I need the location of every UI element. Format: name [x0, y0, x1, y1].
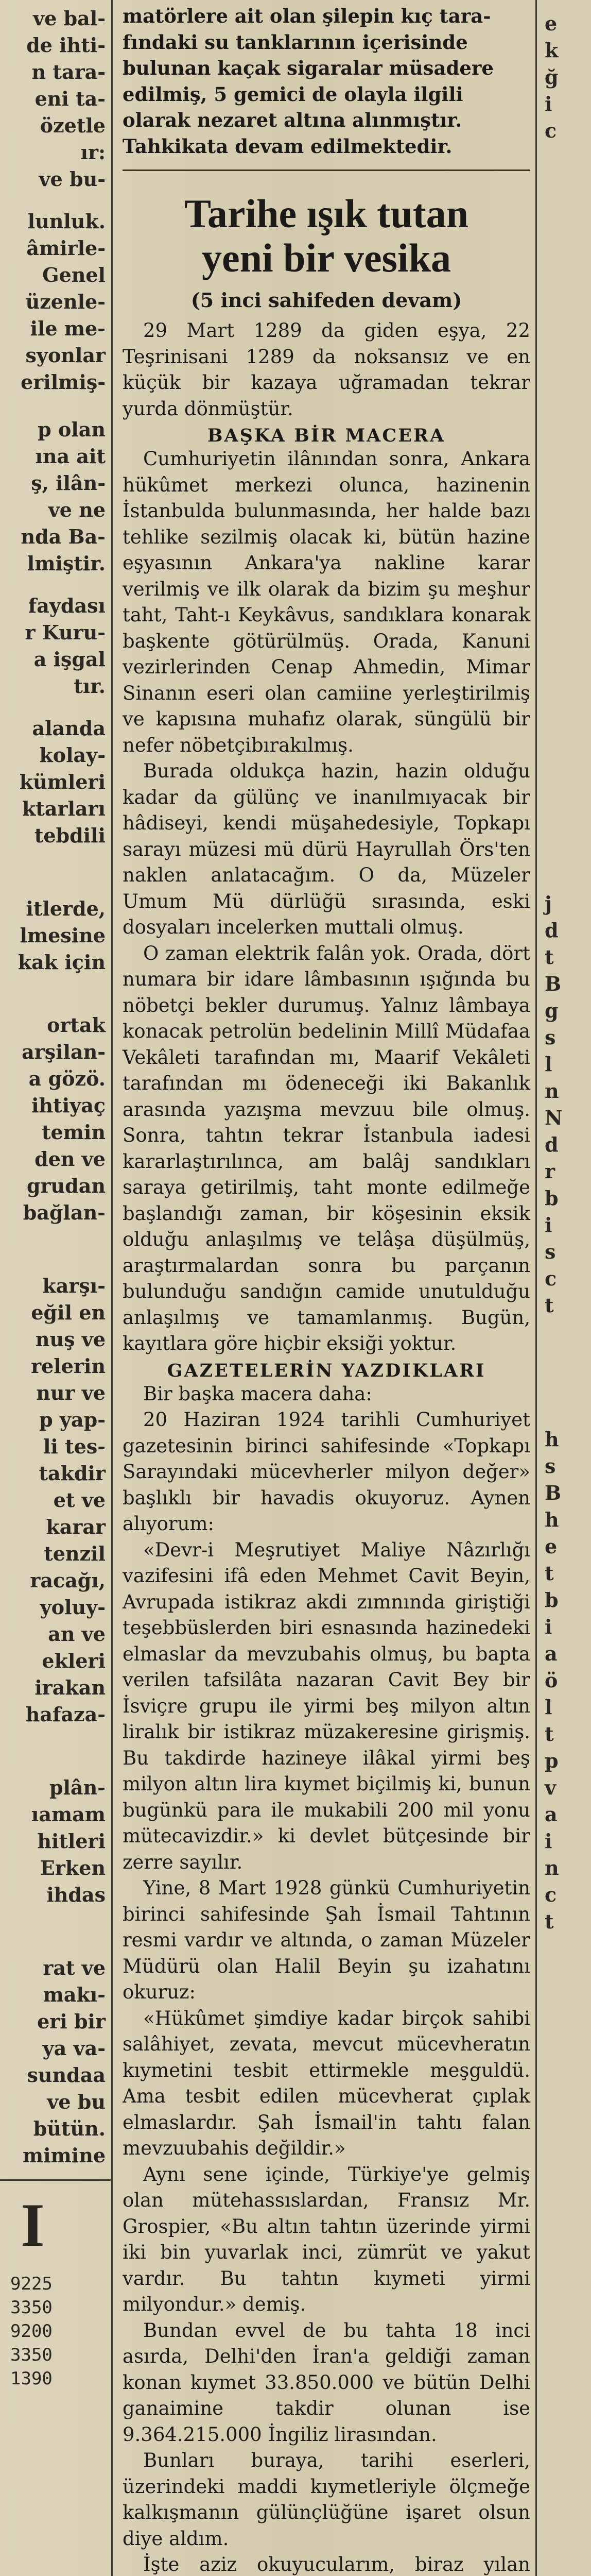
right-fragment-letter: e — [545, 12, 558, 35]
left-fragment-line: itlerde, — [26, 897, 106, 920]
left-fragment-line: grudan — [26, 1174, 106, 1197]
continued-note: (5 inci sahifeden devam) — [190, 289, 462, 312]
top-fragment-line: edilmiş, 5 gemici de olayla ilgili — [123, 82, 463, 106]
right-fragment-letter: l — [545, 1053, 552, 1076]
right-fragment-letter: r — [545, 1160, 555, 1183]
left-fragment-line: ve bu — [47, 2090, 106, 2113]
right-fragment-letter: p — [545, 1749, 559, 1772]
right-fragment-letter: i — [545, 1213, 552, 1236]
left-fragment-line: lmiştir. — [27, 552, 106, 575]
right-fragment-letter: h — [545, 1508, 559, 1531]
left-fragment-line: ve ne — [48, 498, 106, 521]
left-fragment-line: rat ve — [43, 1956, 106, 1979]
section-heading-baska-bir-macera: BAŞKA BİR MACERA — [207, 425, 446, 446]
left-fragment-line: irakan — [34, 1676, 106, 1699]
right-fragment-letter: d — [545, 919, 559, 942]
right-fragment-letter: l — [545, 1696, 552, 1719]
left-fragment-line: plân- — [49, 1776, 106, 1799]
paragraph-4: Bir başka macera daha: — [143, 1382, 372, 1405]
left-number: 1390 — [10, 2368, 53, 2389]
left-fragment-line: ve bu- — [39, 167, 106, 191]
left-fragment-line: lmesine — [20, 924, 106, 947]
right-fragment-letter: s — [545, 1454, 556, 1478]
left-fragment-line: ır: — [80, 141, 106, 164]
left-fragment-line: hafaza- — [25, 1703, 106, 1726]
left-fragment-line: bütün. — [33, 2117, 106, 2140]
left-fragment-line: an ve — [48, 1622, 106, 1646]
section-heading-gazetelerin-yazdiklari: GAZETELERİN YAZDIKLARI — [167, 1360, 486, 1381]
left-fragment-line: nda Ba- — [21, 525, 106, 548]
left-fragment-line: ortak — [47, 1013, 106, 1037]
article-title-line2: yeni bir vesika — [202, 235, 451, 280]
paragraph-1: Cumhuriyetin ilânından sonra, Ankara hükûmet merkezi olunca, hazinenin İstanbulda bulunmasında, her halde bazı tehlike sezilmiş olacak ki, bütün hazine eşyasının Ankara'ya nakline karar verilmiş ve ilk olarak da bizim şu meşhur taht, Taht-ı Keykâvus, sandıklara konarak başkente götürülmüş. Orada, Kanuni vezirlerinden Cenap Ahmedin, Mimar Sinanın eseri olan camiine yerleştirilmiş ve kapısına muhafız olarak, süngülü bir nefer nöbetçibırakılmış. — [123, 448, 530, 756]
right-fragment-letter: i — [545, 92, 552, 115]
left-fragment-line: Erken — [40, 1856, 106, 1879]
right-fragment-letter: h — [545, 1428, 559, 1451]
left-fragment-line: ihtiyaç — [31, 1094, 106, 1117]
paragraph-8: «Hükûmet şimdiye kadar birçok sahibi salâhiyet, zevata, mevcut mücevheratın kıymetini tesbit ettirmekle meşguldü. Ama tesbit edilen mücevherat çıplak elmaslardır. Şah İsmail'in tahtı falan mevzuubahis değildir.» — [123, 2007, 530, 2159]
top-fragment-line: fındaki su tanklarının içerisinde — [123, 30, 468, 54]
left-fragment-line: Genel — [42, 263, 106, 286]
left-fragment-line: alanda — [32, 717, 106, 740]
right-fragment-letter: n — [545, 1079, 559, 1103]
left-fragment-line: hitleri — [37, 1829, 106, 1853]
left-fragment-line: ına ait — [35, 445, 106, 468]
left-fragment-line: nur ve — [36, 1381, 106, 1404]
left-fragment-line: a gözö. — [28, 1067, 106, 1090]
right-column-fragments — [540, 0, 591, 2576]
left-fragment-line: ekleri — [42, 1649, 106, 1672]
column-divider-left — [111, 0, 113, 2576]
paragraph-11: Bunları buraya, tarihi eserleri, üzerindeki maddi kıymetleriyle ölçmeğe kalkışmanın gülünçlüğüne işaret olsun diye aldım. — [123, 2449, 530, 2550]
left-fragment-line: mimine — [22, 2144, 106, 2167]
left-fragment-line: n tara- — [31, 60, 106, 83]
left-fragment-line: eni ta- — [34, 87, 106, 110]
paragraph-10: Bundan evvel de bu tahta 18 inci asırda, Delhi'den İran'a geldiği zaman konan kıymet 33.850.000 ve bütün Delhi ganaimine takdir olunan ise 9.364.215.000 İngiliz lirasından. — [123, 2319, 530, 2446]
left-fragment-line: syonlar — [25, 344, 106, 367]
right-fragment-letter: B — [545, 1481, 562, 1504]
left-fragment-line: makı- — [43, 1983, 106, 2006]
right-fragment-letter: a — [545, 1803, 558, 1826]
left-fragment-line: karşı- — [42, 1274, 106, 1297]
article-header — [123, 192, 530, 312]
right-fragment-letter: a — [545, 1642, 558, 1665]
right-fragment-letter: j — [545, 892, 552, 915]
article-divider — [123, 170, 530, 171]
right-fragment-letter: t — [545, 1562, 554, 1585]
right-fragment-letter: i — [545, 1615, 552, 1638]
left-fragment-line: p olan — [38, 418, 106, 441]
left-fragment-line: a işgal — [33, 648, 106, 671]
left-fragment-line: tenzil — [44, 1542, 106, 1565]
article-title-line1: Tarihe ışık tutan — [184, 191, 468, 236]
paragraph-3: O zaman elektrik falân yok. Orada, dört numara bir idare lâmbasının ışığında bu nöbetçi bekler durumuş. Yalnız lâmbaya konacak petrolün bedelinin Millî Müdafaa Vekâleti tarafından mı, Maarif Vekâleti tarafından mı ödeneceği iki Bakanlık arasında yazışma mevzuu bile olmuş. Sonra, tahtın tekrar İstanbula iadesi kararlaştırılınca, am balâj sandıkları saraya getirilmiş, taht monte edilmeğe başlandığı zaman, bir köşesinin eksik olduğu anlaşılmış ve telâşa düşülmüş, araştırmalardan sonra bu parçanın bulunduğu sandığın camide unutulduğu anlaşılmış ve tamamlanmış. Bugün, kayıtlara göre hiçbir eksiği yoktur. — [123, 942, 530, 1354]
left-fragment-line: erilmiş- — [21, 370, 106, 394]
paragraph-6: «Devr-i Meşrutiyet Maliye Nâzırlığı vazifesini ifâ eden Mehmet Cavit Beyin, Avrupada istikraz akdi zımnında giriştiği teşebbüslerden biri esnasında hazinedeki elmaslar da mevzubahis olmuş, bu bapta verilen tafsilâta nazaran Cavit Bey bir İsviçre grupu ile yirmi beş milyon altın liralık bir istikraz müzakeresine girişmiş. Bu takdirde hazineye ilâkal yirmi beş milyon altın lira kıymet biçilmiş ki, bunun bugünkü para ile mukabili 200 mil yonu mütecavizdir.» ki devlet bütçesinde bir zerre sayılır. — [123, 1538, 530, 1873]
left-fragment-line: yoluy- — [40, 1596, 106, 1619]
right-fragment-letter: t — [545, 1294, 554, 1317]
left-fragment-line: de ihti- — [26, 33, 106, 57]
left-fragment-line: eğil en — [31, 1301, 106, 1324]
right-fragment-letter: N — [545, 1106, 563, 1129]
right-fragment-letter: c — [545, 1883, 557, 1906]
right-fragment-letter: i — [545, 1829, 552, 1853]
right-fragment-letter: s — [545, 1240, 556, 1263]
left-fragment-line: ıamam — [31, 1803, 106, 1826]
left-heading-letter: I — [21, 2191, 45, 2259]
top-fragment-line: bulunan kaçak sigaralar müsadere — [123, 57, 494, 79]
left-fragment-line: kolay- — [39, 743, 106, 767]
main-column — [123, 0, 530, 2576]
lead-paragraph: 29 Mart 1289 da giden eşya, 22 Teşrinisani 1289 da noksansız ve en küçük bir kazaya uğramadan tekrar yurda dönmüştür. — [123, 319, 530, 420]
left-fragment-line: âmirle- — [26, 236, 106, 260]
right-fragment-letter: B — [545, 972, 562, 995]
paragraph-9: Aynı sene içinde, Türkiye'ye gelmiş olan mütehassıslardan, Fransız Mr. Grospier, «Bu altın tahtın üzerinde yirmi iki bin yuvarlak inci, zümrüt ve yakut vardır. Bu tahtın kıymeti yirmi milyondur.» demiş. — [123, 2163, 530, 2315]
left-fragment-line: kak için — [18, 951, 106, 974]
paragraph-12: İşte aziz okuyucularım, biraz yılan — [143, 2553, 530, 2575]
right-fragment-letter: n — [545, 1856, 559, 1879]
left-fragment-line: p yap- — [39, 1408, 106, 1431]
right-fragment-letter: t — [545, 1722, 554, 1745]
right-fragment-letter: s — [545, 1026, 556, 1049]
left-fragment-line: sundaa — [27, 2063, 106, 2087]
right-fragment-letter: g — [545, 999, 559, 1022]
right-fragment-letter: t — [545, 1910, 554, 1933]
top-fragment-line: matörlere ait olan şilepin kıç tara- — [123, 5, 491, 27]
right-fragment-letter: d — [545, 1133, 559, 1156]
right-fragment-letter: c — [545, 119, 557, 142]
left-fragment-line: karar — [46, 1515, 106, 1538]
paragraph-2: Burada oldukça hazin, hazin olduğu kadar da gülünç ve inanılmıyacak bir hâdiseyi, kendi müşahedesiyle, Topkapı sarayı müzesi mü dürü Hayrullah Örs'ten naklen anlatacağım. O da, Müzeler Umum Mü dürlüğü sırasında, eski dosyaları incelerken muttali olmuş. — [123, 760, 530, 938]
paragraph-7: Yine, 8 Mart 1928 günkü Cumhuriyetin birinci sahifesinde Şah İsmail Tahtının resmi vardır ve altında, o zaman Müzeler Müdürü olan Halil Beyin şu izahatını okuruz: — [123, 1877, 530, 2003]
left-fragment-line: tır. — [74, 674, 106, 698]
left-fragment-line: üzenle- — [25, 290, 106, 313]
top-fragment-line: olarak nezaret altına alınmıştır. — [123, 109, 462, 131]
left-fragment-line: özetle — [40, 114, 106, 137]
left-fragment-line: tebdili — [34, 824, 106, 847]
left-fragment-line: eri bir — [37, 2010, 106, 2033]
left-fragment-line: ile me- — [30, 317, 106, 340]
right-fragment-letter: ö — [545, 1669, 558, 1692]
right-fragment-letter: v — [545, 1776, 557, 1799]
left-fragment-line: den ve — [34, 1147, 106, 1171]
paragraph-5: 20 Haziran 1924 tarihli Cumhuriyet gazetesinin birinci sahifesinde «Topkapı Sarayındaki mücevherler milyon değer» başlıklı bir havadis okuyoruz. Aynen alıyorum: — [123, 1409, 530, 1535]
left-fragment-line: ihdas — [46, 1883, 106, 1906]
left-number: 3350 — [10, 2297, 53, 2318]
left-fragment-line: bağlan- — [23, 1201, 106, 1224]
left-fragment-line: lunluk. — [27, 210, 106, 233]
top-fragment — [123, 3, 530, 159]
top-fragment-line: Tahkikata devam edilmektedir. — [123, 134, 453, 158]
left-column-fragments — [0, 0, 111, 2576]
left-number: 9200 — [10, 2321, 53, 2342]
left-fragment-line: r Kuru- — [25, 621, 106, 644]
left-fragment-line: et ve — [53, 1488, 106, 1512]
right-fragment-letter: k — [545, 39, 559, 62]
right-fragment-letter: c — [545, 1267, 557, 1290]
left-fragment-line: li tes- — [43, 1435, 106, 1458]
left-fragment-line: arşilan- — [22, 1040, 106, 1063]
column-divider-right — [535, 0, 537, 2576]
right-fragment-letter: b — [545, 1187, 559, 1210]
left-fragment-line: relerin — [31, 1354, 106, 1378]
left-number: 3350 — [10, 2345, 53, 2365]
left-fragment-line: temin — [41, 1121, 106, 1144]
left-fragment-line: faydası — [28, 594, 106, 617]
left-fragment-line: ve bal- — [33, 7, 106, 30]
left-fragment-line: racağı, — [30, 1569, 106, 1592]
left-fragment-line: ktarları — [22, 797, 106, 820]
right-fragment-letter: e — [545, 1535, 558, 1558]
left-divider — [0, 2179, 111, 2181]
right-fragment-letter: ğ — [545, 65, 559, 89]
left-fragment-line: kümleri — [19, 770, 106, 793]
left-fragment-line: ya va- — [42, 2037, 106, 2060]
right-fragment-letter: b — [545, 1588, 559, 1612]
left-number: 9225 — [10, 2274, 53, 2294]
right-fragment-letter: t — [545, 945, 554, 969]
left-fragment-line: nuş ve — [35, 1328, 106, 1351]
left-fragment-line: ş, ilân- — [31, 471, 106, 495]
left-fragment-line: takdir — [39, 1462, 106, 1485]
